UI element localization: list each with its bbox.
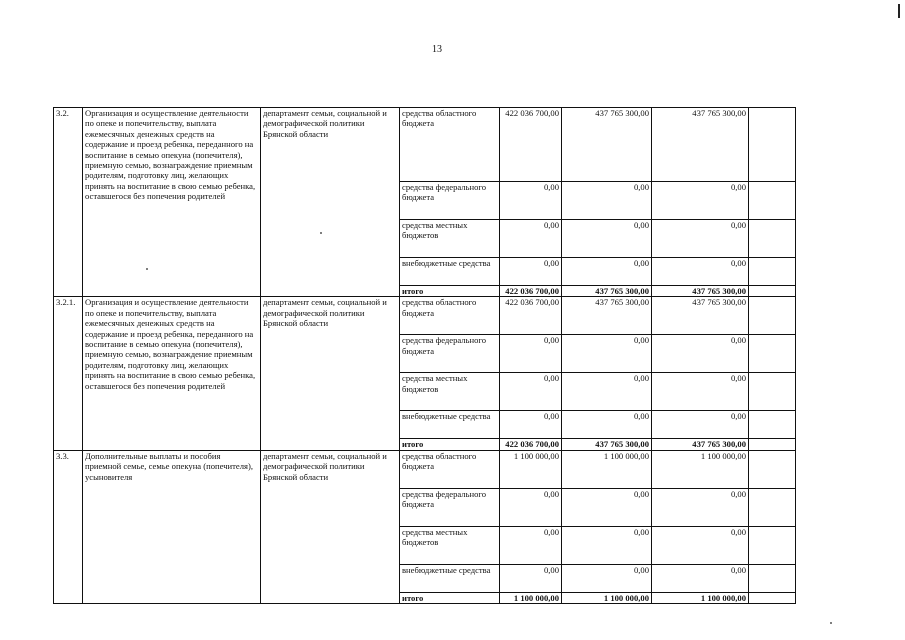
- amount-year-2: 0,00: [562, 526, 652, 564]
- amount-year-3: 0,00: [652, 373, 749, 411]
- amount-year-2: 437 765 300,00: [562, 286, 652, 297]
- empty-cell: [749, 488, 796, 526]
- amount-year-1: 0,00: [500, 182, 562, 220]
- empty-cell: [749, 335, 796, 373]
- funding-source: внебюджетные средства: [400, 411, 500, 439]
- funding-source: средства местных бюджетов: [400, 373, 500, 411]
- amount-year-2: 0,00: [562, 258, 652, 286]
- funding-source: средства областного бюджета: [400, 450, 500, 488]
- amount-year-2: 0,00: [562, 488, 652, 526]
- section-code: 3.2.1.: [54, 297, 83, 450]
- empty-cell: [749, 564, 796, 592]
- amount-year-3: 437 765 300,00: [652, 286, 749, 297]
- amount-year-1: 1 100 000,00: [500, 592, 562, 603]
- amount-year-3: 0,00: [652, 220, 749, 258]
- funding-source: средства федерального бюджета: [400, 488, 500, 526]
- funding-source: средства местных бюджетов: [400, 220, 500, 258]
- table-row: [54, 297, 796, 335]
- amount-year-1: 0,00: [500, 373, 562, 411]
- amount-year-2: 0,00: [562, 564, 652, 592]
- section-description: Организация и осуществление деятельности по опеке и попечительству, выплата ежемесячных денежных средств на содержание и проезд ребенка, переданного на воспитание в семью опекуна (попечителя), приемную семью, вознаграждение приемным родителям, подготовку лиц, желающих принять на воспитание в свою семью ребенка, оставшегося без попечения родителей: [83, 108, 261, 297]
- amount-year-3: 0,00: [652, 526, 749, 564]
- empty-cell: [749, 286, 796, 297]
- amount-year-3: 437 765 300,00: [652, 108, 749, 182]
- amount-year-1: 422 036 700,00: [500, 439, 562, 450]
- table-row: [54, 108, 796, 182]
- amount-year-2: 0,00: [562, 335, 652, 373]
- amount-year-3: 0,00: [652, 564, 749, 592]
- scan-speck: [830, 622, 832, 624]
- amount-year-3: 1 100 000,00: [652, 592, 749, 603]
- amount-year-3: 1 100 000,00: [652, 450, 749, 488]
- funding-source: внебюджетные средства: [400, 258, 500, 286]
- amount-year-2: 437 765 300,00: [562, 439, 652, 450]
- amount-year-3: 437 765 300,00: [652, 439, 749, 450]
- amount-year-2: 1 100 000,00: [562, 592, 652, 603]
- section-code: 3.3.: [54, 450, 83, 603]
- amount-year-1: 422 036 700,00: [500, 297, 562, 335]
- funding-source: итого: [400, 286, 500, 297]
- table-row: [54, 450, 796, 488]
- page-number: 13: [432, 44, 442, 55]
- empty-cell: [749, 411, 796, 439]
- amount-year-3: 0,00: [652, 258, 749, 286]
- empty-cell: [749, 258, 796, 286]
- funding-source: средства федерального бюджета: [400, 335, 500, 373]
- amount-year-1: 422 036 700,00: [500, 286, 562, 297]
- funding-source: средства местных бюджетов: [400, 526, 500, 564]
- funding-source: средства областного бюджета: [400, 108, 500, 182]
- empty-cell: [749, 182, 796, 220]
- empty-cell: [749, 450, 796, 488]
- empty-cell: [749, 220, 796, 258]
- funding-source: средства областного бюджета: [400, 297, 500, 335]
- amount-year-3: 437 765 300,00: [652, 297, 749, 335]
- amount-year-2: 1 100 000,00: [562, 450, 652, 488]
- amount-year-1: 0,00: [500, 220, 562, 258]
- amount-year-1: 0,00: [500, 564, 562, 592]
- section-executor: департамент семьи, социальной и демографической политики Брянской области: [261, 297, 400, 450]
- funding-source: итого: [400, 592, 500, 603]
- funding-source: внебюджетные средства: [400, 564, 500, 592]
- empty-cell: [749, 526, 796, 564]
- section-description: Организация и осуществление деятельности по опеке и попечительству, выплата ежемесячных денежных средств на содержание и проезд ребенка, переданного на воспитание в семью опекуна (попечителя), приемную семью, вознаграждение приемным родителям, подготовку лиц, желающих принять на воспитание в свою семью ребенка, оставшегося без попечения родителей: [83, 297, 261, 450]
- amount-year-1: 0,00: [500, 258, 562, 286]
- section-description: Дополнительные выплаты и пособия приемной семье, семье опекуна (попечителя), усыновителя: [83, 450, 261, 603]
- section-executor: департамент семьи, социальной и демографической политики Брянской области: [261, 450, 400, 603]
- budget-table: [53, 107, 796, 604]
- amount-year-2: 0,00: [562, 182, 652, 220]
- empty-cell: [749, 108, 796, 182]
- section-code: 3.2.: [54, 108, 83, 297]
- amount-year-3: 0,00: [652, 488, 749, 526]
- amount-year-1: 0,00: [500, 411, 562, 439]
- amount-year-1: 0,00: [500, 526, 562, 564]
- scan-edge-mark: [898, 4, 900, 18]
- amount-year-2: 0,00: [562, 220, 652, 258]
- amount-year-2: 0,00: [562, 411, 652, 439]
- empty-cell: [749, 592, 796, 603]
- amount-year-1: 422 036 700,00: [500, 108, 562, 182]
- amount-year-3: 0,00: [652, 335, 749, 373]
- amount-year-2: 0,00: [562, 373, 652, 411]
- amount-year-2: 437 765 300,00: [562, 297, 652, 335]
- amount-year-3: 0,00: [652, 411, 749, 439]
- amount-year-2: 437 765 300,00: [562, 108, 652, 182]
- empty-cell: [749, 297, 796, 335]
- amount-year-1: 0,00: [500, 488, 562, 526]
- budget-table-body: [54, 108, 796, 604]
- section-executor: департамент семьи, социальной и демографической политики Брянской области: [261, 108, 400, 297]
- amount-year-3: 0,00: [652, 182, 749, 220]
- empty-cell: [749, 439, 796, 450]
- funding-source: итого: [400, 439, 500, 450]
- amount-year-1: 0,00: [500, 335, 562, 373]
- amount-year-1: 1 100 000,00: [500, 450, 562, 488]
- funding-source: средства федерального бюджета: [400, 182, 500, 220]
- empty-cell: [749, 373, 796, 411]
